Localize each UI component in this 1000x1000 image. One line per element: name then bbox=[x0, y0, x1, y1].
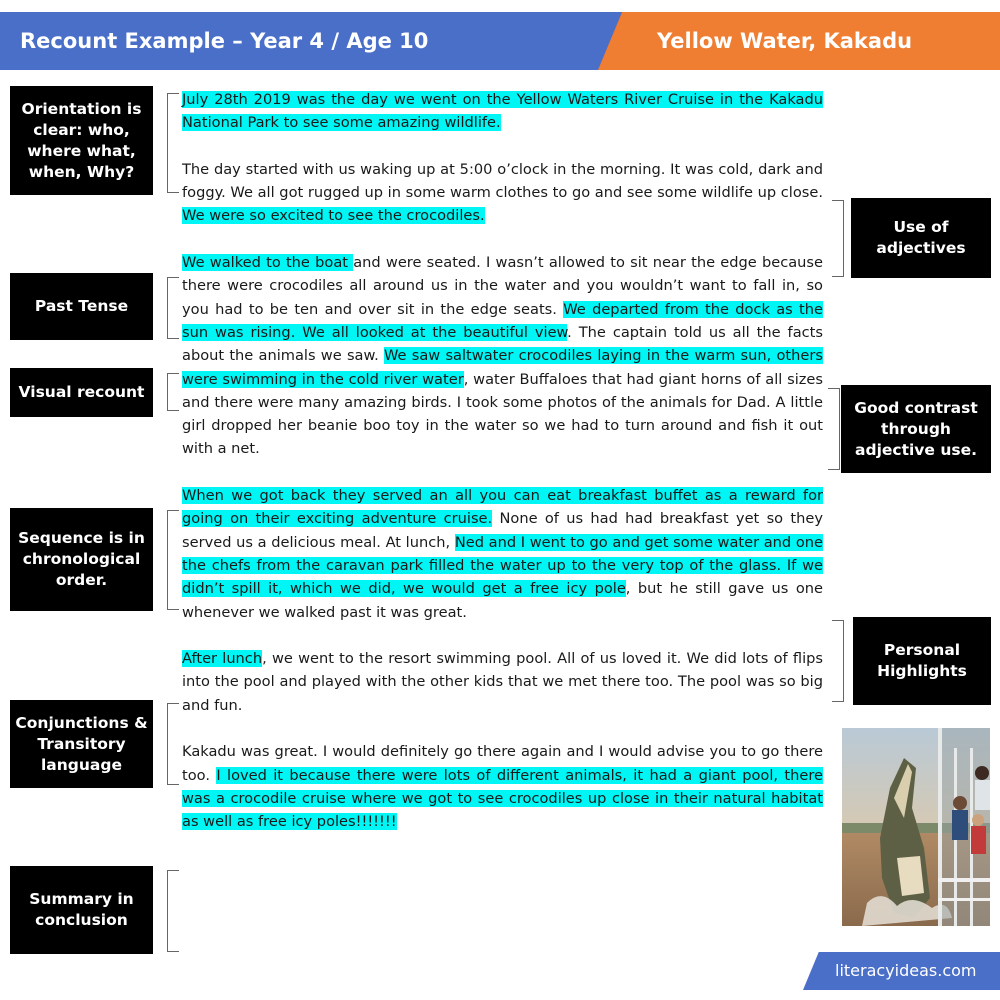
bracket-orientation bbox=[167, 93, 179, 193]
text-segment: The day started with us waking up at 5:00 o’clock in the morning. It was cold, dark and foggy. We all got rugged up in some warm clothes to go and see some wildlife up close. bbox=[182, 160, 823, 202]
bracket-contrast bbox=[828, 388, 840, 470]
highlight-personal: Ned and I went to go and get some water and one the chefs from the caravan park filled the water up to the very top of the glass. If we didn’t spill it, which we did, we would get a free icy pole bbox=[182, 533, 824, 598]
text-segment: , we went to the resort swimming pool. All of us loved it. We did lots of flips into the pool and played with the other kids that we met there too. The pool was so big and fun. bbox=[182, 650, 823, 714]
bracket-personal bbox=[832, 620, 844, 702]
highlight-adjectives: We were so excited to see the crocodiles. bbox=[182, 207, 485, 225]
bracket-past-tense bbox=[167, 277, 179, 339]
text-segment: , water Buffaloes that had giant horns of all sizes and there were many amazing birds. I took some photos of the animals for Dad. A little girl dropped her beanie boo toy in the water so we had to turn around and fish it out with a net. bbox=[182, 370, 823, 458]
label-conjunctions: Conjunctions & Transitory language bbox=[10, 700, 153, 788]
bracket-visual-recount bbox=[167, 373, 179, 411]
text-segment: and were seated. I wasn’t allowed to sit near the edge because there were crocodiles all around us in the water and you wouldn’t want to fall in, so you had to be ten and over sit in the edge seats. bbox=[182, 254, 824, 318]
crocodile-photo bbox=[842, 728, 990, 926]
bracket-adjectives bbox=[832, 200, 844, 277]
highlight-contrast: We saw saltwater crocodiles laying in the warm sun, others were swimming in the cold river water bbox=[182, 347, 823, 388]
label-sequence: Sequence is in chronological order. bbox=[10, 508, 153, 611]
label-summary: Summary in conclusion bbox=[10, 866, 153, 954]
text-segment: Kakadu was great. I would definitely go there again and I would advise you to go there too. bbox=[182, 743, 823, 784]
label-contrast: Good contrast through adjective use. bbox=[841, 385, 991, 473]
page-title: Recount Example – Year 4 / Age 10 bbox=[20, 29, 429, 53]
paragraph-cruise bbox=[182, 251, 823, 461]
paragraph-orientation bbox=[182, 88, 823, 135]
paragraph-breakfast bbox=[182, 484, 823, 624]
highlight-past-tense: We walked to the boat bbox=[182, 254, 354, 272]
bracket-conjunctions bbox=[167, 703, 179, 785]
paragraph-conclusion bbox=[182, 740, 823, 833]
label-adjectives: Use of adjectives bbox=[851, 198, 991, 278]
label-past-tense: Past Tense bbox=[10, 273, 153, 340]
highlight-summary: I loved it because there were lots of different animals, it had a giant pool, there was a crocodile cruise where we got to see crocodiles up close in their natural habitat as well as free icy poles!!!!!!! bbox=[182, 766, 823, 831]
paragraph-pool bbox=[182, 647, 823, 717]
highlight-conjunction: After lunch bbox=[182, 650, 263, 668]
location-title: Yellow Water, Kakadu bbox=[657, 29, 913, 53]
highlight-sequence: When we got back they served an all you can eat breakfast buffet as a reward for going on their exciting adventure cruise. bbox=[182, 487, 823, 528]
paragraph-morning bbox=[182, 158, 823, 228]
recount-text bbox=[182, 88, 823, 857]
bracket-summary bbox=[167, 870, 179, 952]
label-orientation: Orientation is clear: who, where what, when, Why? bbox=[10, 86, 153, 195]
text-segment: . The captain told us all the facts about the animals we saw. bbox=[182, 323, 823, 365]
highlight-orientation: July 28th 2019 was the day we went on the Yellow Waters River Cruise in the Kakadu National Park to see some amazing wildlife. bbox=[182, 91, 823, 132]
highlight-visual: We departed from the dock as the sun was rising. We all looked at the beautiful view bbox=[182, 300, 824, 341]
text-segment: , but he still gave us one whenever we walked past it was great. bbox=[182, 580, 823, 621]
text-segment: None of us had had breakfast yet so they served us a delicious meal. At lunch, bbox=[182, 510, 823, 551]
bracket-sequence bbox=[167, 510, 179, 610]
footer-site-link[interactable]: literacyideas.com bbox=[835, 961, 977, 980]
label-personal: Personal Highlights bbox=[853, 617, 991, 705]
label-visual-recount: Visual recount bbox=[10, 368, 153, 417]
